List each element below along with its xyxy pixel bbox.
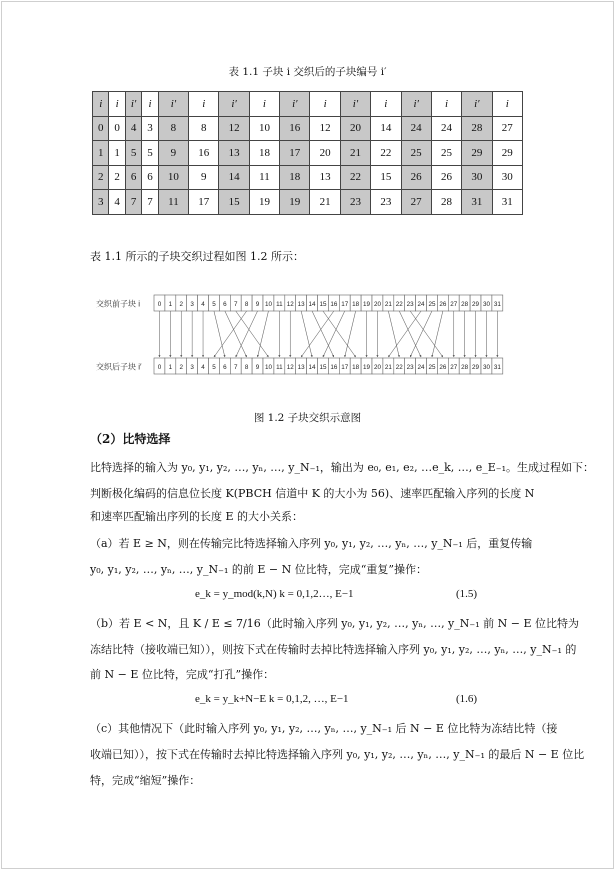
bottom-block-label: 8 — [244, 364, 249, 371]
interleave-arrow — [301, 311, 312, 357]
table-cell: 6 — [142, 165, 158, 190]
interleave-arrow — [399, 311, 421, 357]
bottom-block-label: 28 — [461, 364, 469, 371]
table-cell: 6 — [125, 165, 141, 190]
table-cell: 15 — [219, 190, 249, 215]
table-header-cell: i — [142, 92, 158, 117]
table-cell: 17 — [280, 141, 310, 166]
top-block-label: 20 — [373, 301, 381, 308]
paragraph-b3: 前 N − E 位比特，完成“打孔”操作： — [90, 668, 275, 681]
interleave-table — [92, 91, 523, 215]
top-block-label: 14 — [308, 301, 316, 308]
table-header-cell: i — [109, 92, 125, 117]
interleave-arrow — [214, 311, 247, 357]
paragraph-2b: 和速率匹配输出序列的长度 E 的大小关系： — [90, 510, 304, 523]
top-block-label: 16 — [330, 301, 338, 308]
table-cell: 9 — [189, 165, 219, 190]
table-cell: 3 — [142, 116, 158, 141]
table-cell: 18 — [249, 141, 279, 166]
bottom-block-label: 21 — [384, 364, 392, 371]
interleave-diagram — [90, 290, 530, 385]
table-cell: 2 — [109, 165, 125, 190]
bottom-block-label: 4 — [201, 364, 205, 371]
interleave-arrow — [432, 311, 443, 357]
bottom-block-label: 19 — [363, 364, 371, 371]
interleave-arrow — [410, 311, 432, 357]
table-header-cell: i — [310, 92, 340, 117]
table-cell: 17 — [189, 190, 219, 215]
table-cell: 16 — [189, 141, 219, 166]
top-block-label: 31 — [493, 301, 501, 308]
table-cell: 12 — [219, 116, 249, 141]
table-row — [93, 116, 523, 141]
interleave-arrow — [410, 311, 443, 357]
top-block-label: 30 — [482, 301, 490, 308]
top-block-label: 8 — [244, 301, 249, 308]
table-cell: 19 — [249, 190, 279, 215]
table-cell: 26 — [431, 165, 461, 190]
top-block-label: 17 — [341, 301, 349, 308]
interleave-arrow — [258, 311, 269, 357]
table-header-cell: i — [249, 92, 279, 117]
table-header-cell: i′ — [462, 92, 492, 117]
bottom-block-label: 29 — [472, 364, 480, 371]
table-header-cell: i′ — [401, 92, 431, 117]
top-block-label: 3 — [190, 301, 194, 308]
table-cell: 4 — [109, 190, 125, 215]
table-cell: 11 — [158, 190, 188, 215]
table-header-cell: i — [93, 92, 109, 117]
table-cell: 12 — [310, 116, 340, 141]
top-block-label: 15 — [319, 301, 327, 308]
bottom-block-label: 12 — [286, 364, 294, 371]
interleave-arrow — [388, 311, 399, 357]
paragraph-2a: 判断极化编码的信息位长度 K(PBCH 信道中 K 的大小为 56)、速率匹配输入序列的长度 N — [90, 487, 535, 500]
equation-1-5: e_k = y_mod(k,N) k = 0,1,2…, E−1 — [195, 588, 354, 600]
table-cell: 13 — [219, 141, 249, 166]
bottom-block-label: 18 — [352, 364, 360, 371]
paragraph-c2: 收端已知）），按下式在传输时去掉比特选择输入序列 y₀, y₁, y₂, …, yₙ, …, y_N₋₁ 的最后 N − E 位比 — [90, 748, 585, 761]
table-cell: 18 — [280, 165, 310, 190]
table-cell: 20 — [340, 116, 370, 141]
table-cell: 13 — [310, 165, 340, 190]
interleave-arrow — [301, 311, 334, 357]
table-row — [93, 190, 523, 215]
table-header-cell: i — [492, 92, 522, 117]
table-cell: 23 — [340, 190, 370, 215]
top-block-label: 18 — [352, 301, 360, 308]
top-block-label: 25 — [428, 301, 436, 308]
figure-caption: 图 1.2 子块交织示意图 — [253, 412, 362, 424]
equation-1-6-number: (1.6) — [456, 693, 478, 705]
intro-text: 表 1.1 所示的子块交织过程如图 1.2 所示： — [90, 250, 304, 263]
table-cell: 7 — [142, 190, 158, 215]
top-block-label: 11 — [276, 301, 283, 308]
table-cell: 22 — [371, 141, 401, 166]
table-cell: 0 — [93, 116, 109, 141]
top-block-label: 6 — [223, 301, 227, 308]
paragraph-b2: 冻结比特（接收端已知）），则按下式在传输时去掉比特选择输入序列 y₀, y₁, y₂, …, yₙ, …, y_N₋₁ 的 — [90, 643, 577, 656]
top-block-label: 23 — [406, 301, 414, 308]
table-cell: 28 — [462, 116, 492, 141]
interleave-arrow — [323, 311, 356, 357]
top-block-label: 2 — [179, 301, 184, 308]
table-header-cell: i′ — [340, 92, 370, 117]
interleave-arrow — [236, 311, 258, 357]
table-cell: 27 — [492, 116, 522, 141]
table-cell: 24 — [401, 116, 431, 141]
bottom-block-label: 13 — [297, 364, 305, 371]
table-cell: 10 — [249, 116, 279, 141]
section-heading: （2）比特选择 — [90, 432, 171, 446]
table-header-cell: i′ — [158, 92, 188, 117]
table-cell: 5 — [125, 141, 141, 166]
bottom-block-label: 2 — [179, 364, 184, 371]
table-header-cell: i — [431, 92, 461, 117]
table-header-row — [93, 92, 523, 117]
bottom-block-label: 6 — [223, 364, 227, 371]
table-cell: 23 — [371, 190, 401, 215]
bottom-block-label: 0 — [157, 364, 162, 371]
table-cell: 29 — [492, 141, 522, 166]
table-cell: 4 — [125, 116, 141, 141]
bottom-block-label: 16 — [330, 364, 338, 371]
top-block-label: 27 — [450, 301, 458, 308]
table-cell: 31 — [492, 190, 522, 215]
table-cell: 19 — [280, 190, 310, 215]
table-cell: 15 — [371, 165, 401, 190]
interleave-arrow — [214, 311, 225, 357]
table-cell: 30 — [492, 165, 522, 190]
bottom-block-label: 26 — [439, 364, 447, 371]
table-cell: 8 — [158, 116, 188, 141]
equation-1-6: e_k = y_k+N−E k = 0,1,2, …, E−1 — [195, 693, 349, 705]
table-row — [93, 165, 523, 190]
top-block-label: 26 — [439, 301, 447, 308]
table-cell: 16 — [280, 116, 310, 141]
top-block-label: 7 — [233, 301, 238, 308]
table-cell: 29 — [462, 141, 492, 166]
bottom-block-label: 20 — [373, 364, 381, 371]
bottom-block-label: 31 — [493, 364, 501, 371]
top-block-label: 19 — [363, 301, 371, 308]
table-header-cell: i′ — [280, 92, 310, 117]
table-cell: 5 — [142, 141, 158, 166]
table-header-cell: i′ — [219, 92, 249, 117]
table-cell: 28 — [431, 190, 461, 215]
bottom-block-label: 24 — [417, 364, 425, 371]
paragraph-1: 比特选择的输入为 y₀, y₁, y₂, …, yₙ, …, y_N₋₁，输出为 e₀, e₁, e₂, …e_k, …, e_E₋₁。生成过程如下： — [90, 461, 595, 474]
bottom-block-label: 14 — [308, 364, 316, 371]
table-header-cell: i′ — [125, 92, 141, 117]
bottom-block-label: 3 — [190, 364, 194, 371]
table-cell: 1 — [109, 141, 125, 166]
top-block-label: 24 — [417, 301, 425, 308]
interleave-arrow — [225, 311, 247, 357]
interleave-arrow — [323, 311, 345, 357]
top-block-label: 9 — [255, 301, 260, 308]
table-caption: 表 1.1 子块 i 交织后的子块编号 i′ — [228, 66, 387, 78]
top-block-label: 12 — [286, 301, 294, 308]
top-block-label: 4 — [201, 301, 205, 308]
label-after: 交织后子块 i′ — [96, 362, 142, 372]
top-block-label: 0 — [157, 301, 162, 308]
bottom-block-label: 23 — [406, 364, 414, 371]
interleave-arrow — [236, 311, 269, 357]
table-cell: 27 — [401, 190, 431, 215]
table-cell: 0 — [109, 116, 125, 141]
bottom-block-label: 9 — [255, 364, 260, 371]
top-block-label: 22 — [395, 301, 403, 308]
bottom-block-label: 30 — [482, 364, 490, 371]
bottom-block-label: 15 — [319, 364, 327, 371]
table-header-cell: i — [371, 92, 401, 117]
table-cell: 24 — [431, 116, 461, 141]
table-cell: 1 — [93, 141, 109, 166]
paragraph-a1: （a）若 E ≥ N，则在传输完比特选择输入序列 y₀, y₁, y₂, …, yₙ, …, y_N₋₁ 后，重复传输 — [90, 537, 533, 550]
top-block-label: 1 — [168, 301, 173, 308]
top-block-label: 10 — [264, 301, 272, 308]
table-cell: 21 — [340, 141, 370, 166]
interleave-arrow — [312, 311, 334, 357]
top-block-label: 29 — [472, 301, 480, 308]
table-cell: 14 — [219, 165, 249, 190]
table-cell: 14 — [371, 116, 401, 141]
table-cell: 25 — [401, 141, 431, 166]
top-block-label: 21 — [384, 301, 392, 308]
top-block-label: 28 — [461, 301, 469, 308]
paragraph-a2: y₀, y₁, y₂, …, yₙ, …, y_N₋₁ 的前 E − N 位比特，完成“重复”操作： — [90, 563, 427, 576]
table-cell: 20 — [310, 141, 340, 166]
table-cell: 10 — [158, 165, 188, 190]
table-cell: 8 — [189, 116, 219, 141]
bottom-block-label: 10 — [264, 364, 272, 371]
table-cell: 2 — [93, 165, 109, 190]
top-block-label: 13 — [297, 301, 305, 308]
table-cell: 3 — [93, 190, 109, 215]
bottom-block-label: 17 — [341, 364, 349, 371]
equation-1-5-number: (1.5) — [456, 588, 478, 600]
paragraph-c1: （c）其他情况下（此时输入序列 y₀, y₁, y₂, …, yₙ, …, y_N₋₁ 后 N − E 位比特为冻结比特（接 — [90, 722, 558, 735]
paragraph-b1: （b）若 E < N，且 K / E ≤ 7/16（此时输入序列 y₀, y₁, y₂, …, yₙ, …, y_N₋₁ 前 N − E 位比特为 — [90, 617, 579, 630]
label-before: 交织前子块 i — [96, 299, 140, 309]
table-cell: 30 — [462, 165, 492, 190]
table-cell: 21 — [310, 190, 340, 215]
table-cell: 31 — [462, 190, 492, 215]
bottom-block-label: 25 — [428, 364, 436, 371]
bottom-block-label: 5 — [212, 364, 216, 371]
table-cell: 25 — [431, 141, 461, 166]
bottom-block-label: 11 — [276, 364, 283, 371]
bottom-block-label: 22 — [395, 364, 403, 371]
table-cell: 9 — [158, 141, 188, 166]
table-cell: 22 — [340, 165, 370, 190]
bottom-block-label: 1 — [168, 364, 173, 371]
table-cell: 11 — [249, 165, 279, 190]
interleave-arrow — [345, 311, 356, 357]
interleave-arrow — [388, 311, 421, 357]
table-cell: 26 — [401, 165, 431, 190]
table-cell: 7 — [125, 190, 141, 215]
table-row — [93, 141, 523, 166]
bottom-block-label: 7 — [233, 364, 238, 371]
paragraph-c3: 特，完成“缩短”操作： — [90, 774, 201, 787]
bottom-block-label: 27 — [450, 364, 458, 371]
table-header-cell: i — [189, 92, 219, 117]
top-block-label: 5 — [212, 301, 216, 308]
